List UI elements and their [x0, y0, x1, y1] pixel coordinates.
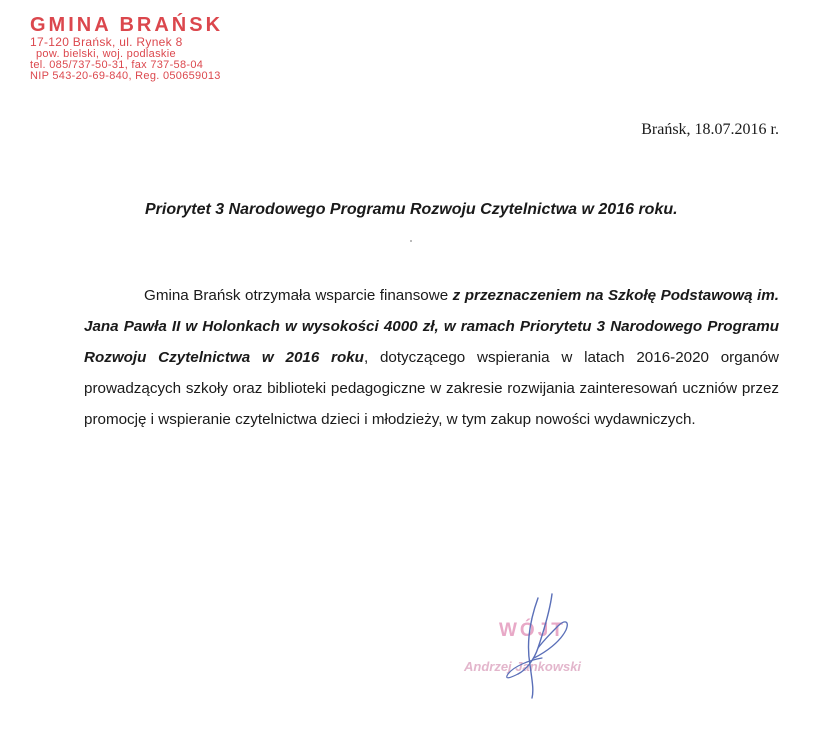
- signature-block: [460, 590, 650, 700]
- body-part-1: Gmina Brańsk otrzymała wsparcie finansowe: [144, 287, 453, 304]
- municipality-stamp: [30, 14, 230, 82]
- stamp-ids: NIP 543-20-69-840, Reg. 050659013: [30, 70, 221, 82]
- stamp-address: 17-120 Brańsk, ul. Rynek 8: [30, 35, 183, 49]
- body-emphasis: z przeznaczeniem na Szkołę Podstawową im. Jana Pawła II w Holonkach w wysokości 4000 zł, w ramach Priorytetu 3 Narodowego Programu Rozwoju Czytelnictwa w 2016 roku: [84, 287, 779, 366]
- letter-subject: Priorytet 3 Narodowego Programu Rozwoju Czytelnictwa w 2016 roku.: [145, 201, 678, 218]
- stamp-county: pow. bielski, woj. podlaskie: [36, 48, 176, 60]
- stamp-title: GMINA BRAŃSK: [30, 14, 224, 36]
- scan-speck: [410, 240, 412, 242]
- handwritten-signature: [460, 590, 650, 700]
- signature-stamp-title: WÓJT: [499, 620, 566, 641]
- letter-body: [84, 280, 779, 435]
- signature-stamp-name: Andrzej Jankowski: [464, 659, 582, 674]
- place-date: Brańsk, 18.07.2016 r.: [641, 121, 779, 138]
- stamp-phone: tel. 085/737-50-31, fax 737-58-04: [30, 59, 204, 71]
- body-part-2: , dotyczącego wspierania w latach 2016-2020 organów prowadzących szkoły oraz biblioteki pedagogiczne w zakresie rozwijania zainteresowań uczniów przez promocję i wspieranie czytelnictwa dzieci i młodzieży, w tym zakup nowości wydawniczych.: [84, 349, 779, 428]
